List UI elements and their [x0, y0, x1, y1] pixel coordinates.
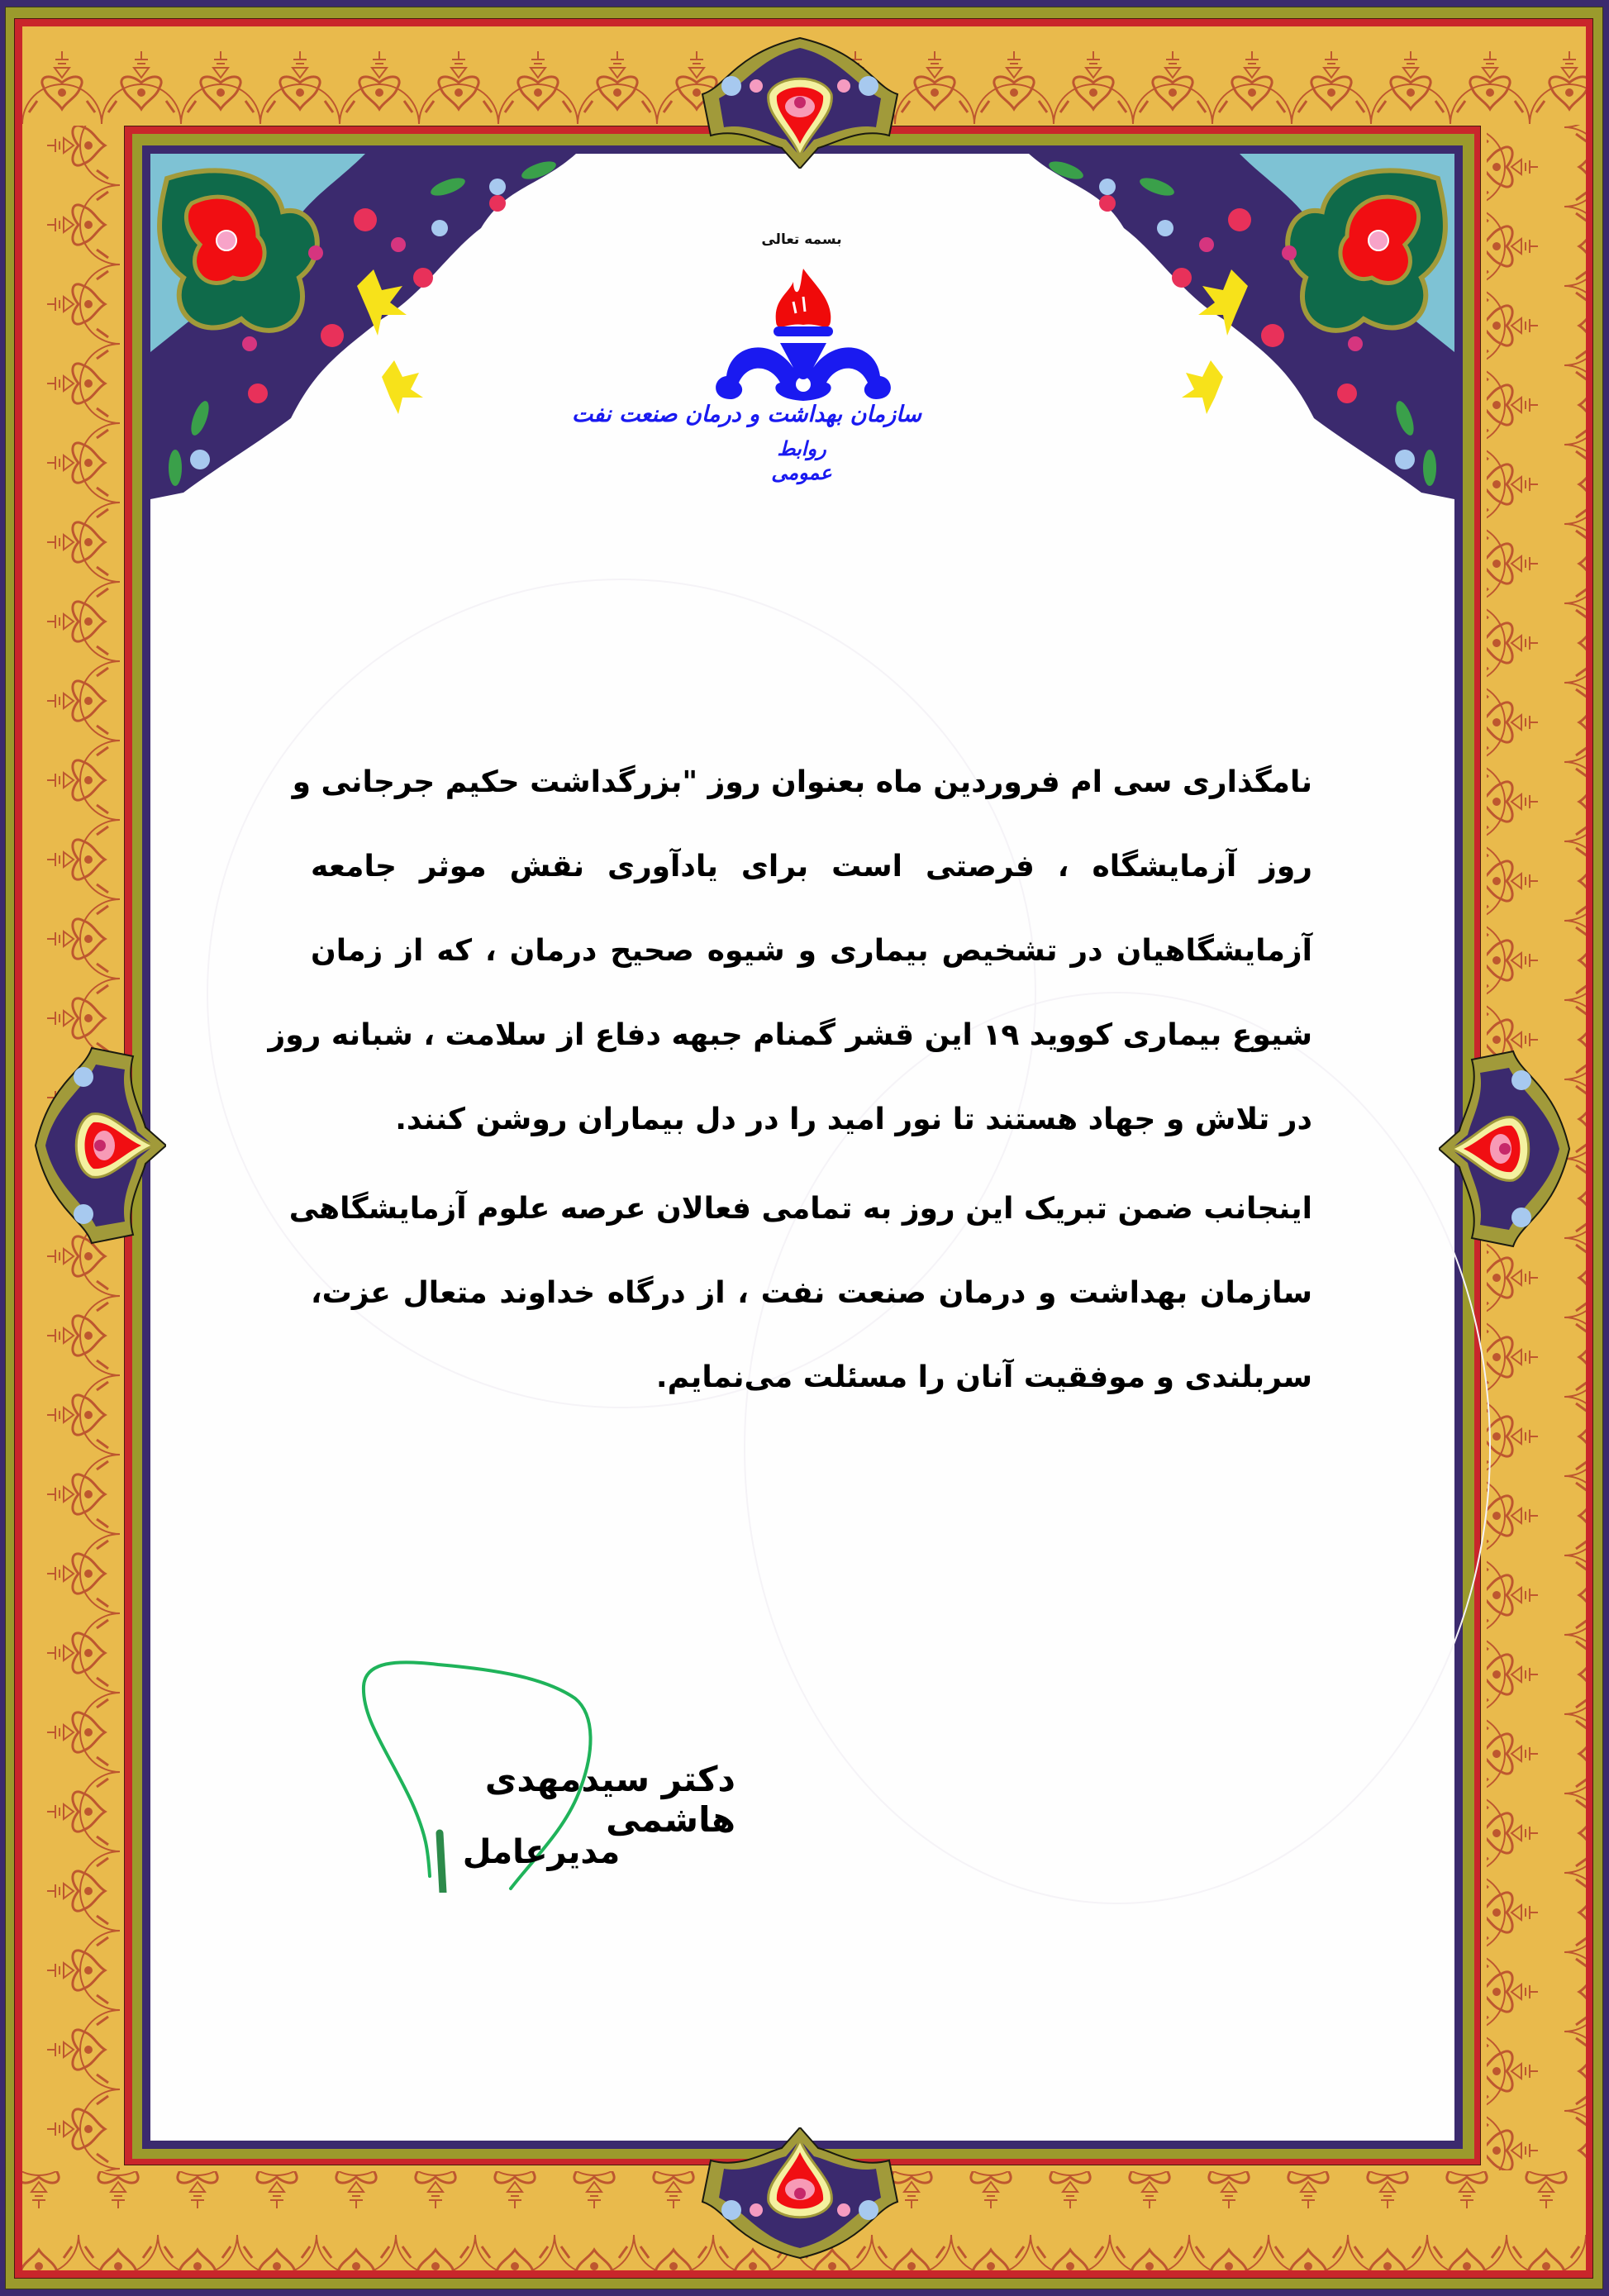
top-right-floral-ornament	[1025, 154, 1454, 501]
paragraph-1	[268, 741, 1312, 1167]
organization-name: سازمان بهداشت و درمان صنعت نفت	[571, 402, 921, 427]
body-line: اینجانب ضمن تبریک این روز به تمامی فعالان عرصه علوم آزمایشگاهی	[288, 1192, 1312, 1226]
bottom-medallion-ornament	[694, 2127, 906, 2260]
body-line: روز آزمایشگاه ، فرصتی است برای یادآوری نقش موثر جامعه	[311, 850, 1312, 884]
letter-body	[268, 741, 1312, 1420]
right-medallion-ornament	[1439, 1043, 1571, 1255]
body-line: آزمایشگاهیان در تشخیص بیماری و شیوه صحیح درمان ، که از زمان	[311, 934, 1312, 968]
top-medallion-ornament	[694, 36, 906, 169]
department-name: روابط عمومی	[771, 436, 832, 484]
body-line: نامگذاری سی ام فروردین ماه بعنوان روز "بزرگداشت حکیم جرجانی و	[292, 765, 1312, 799]
paragraph-2	[288, 1167, 1312, 1420]
left-medallion-ornament	[34, 1040, 166, 1251]
body-line: در تلاش و جهاد هستند تا نور امید را در دل بیماران روشن کنند.	[395, 1103, 1312, 1136]
signer-title: مدیرعامل	[462, 1833, 621, 1871]
body-line: سربلندی و موفقیت آنان را مسئلت می‌نمایم.	[655, 1360, 1312, 1394]
signer-name: دکتر سیدمهدی هاشمی	[484, 1759, 735, 1840]
top-left-floral-ornament	[150, 154, 580, 501]
body-line: سازمان بهداشت و درمان صنعت نفت ، از درگاه خداوند متعال عزت،	[311, 1276, 1312, 1310]
invocation-text: بسمه تعالی	[761, 231, 842, 248]
body-line: شیوع بیماری کووید ۱۹ این قشر گمنام جبهه دفاع از سلامت ، شبانه روز	[268, 1018, 1312, 1052]
